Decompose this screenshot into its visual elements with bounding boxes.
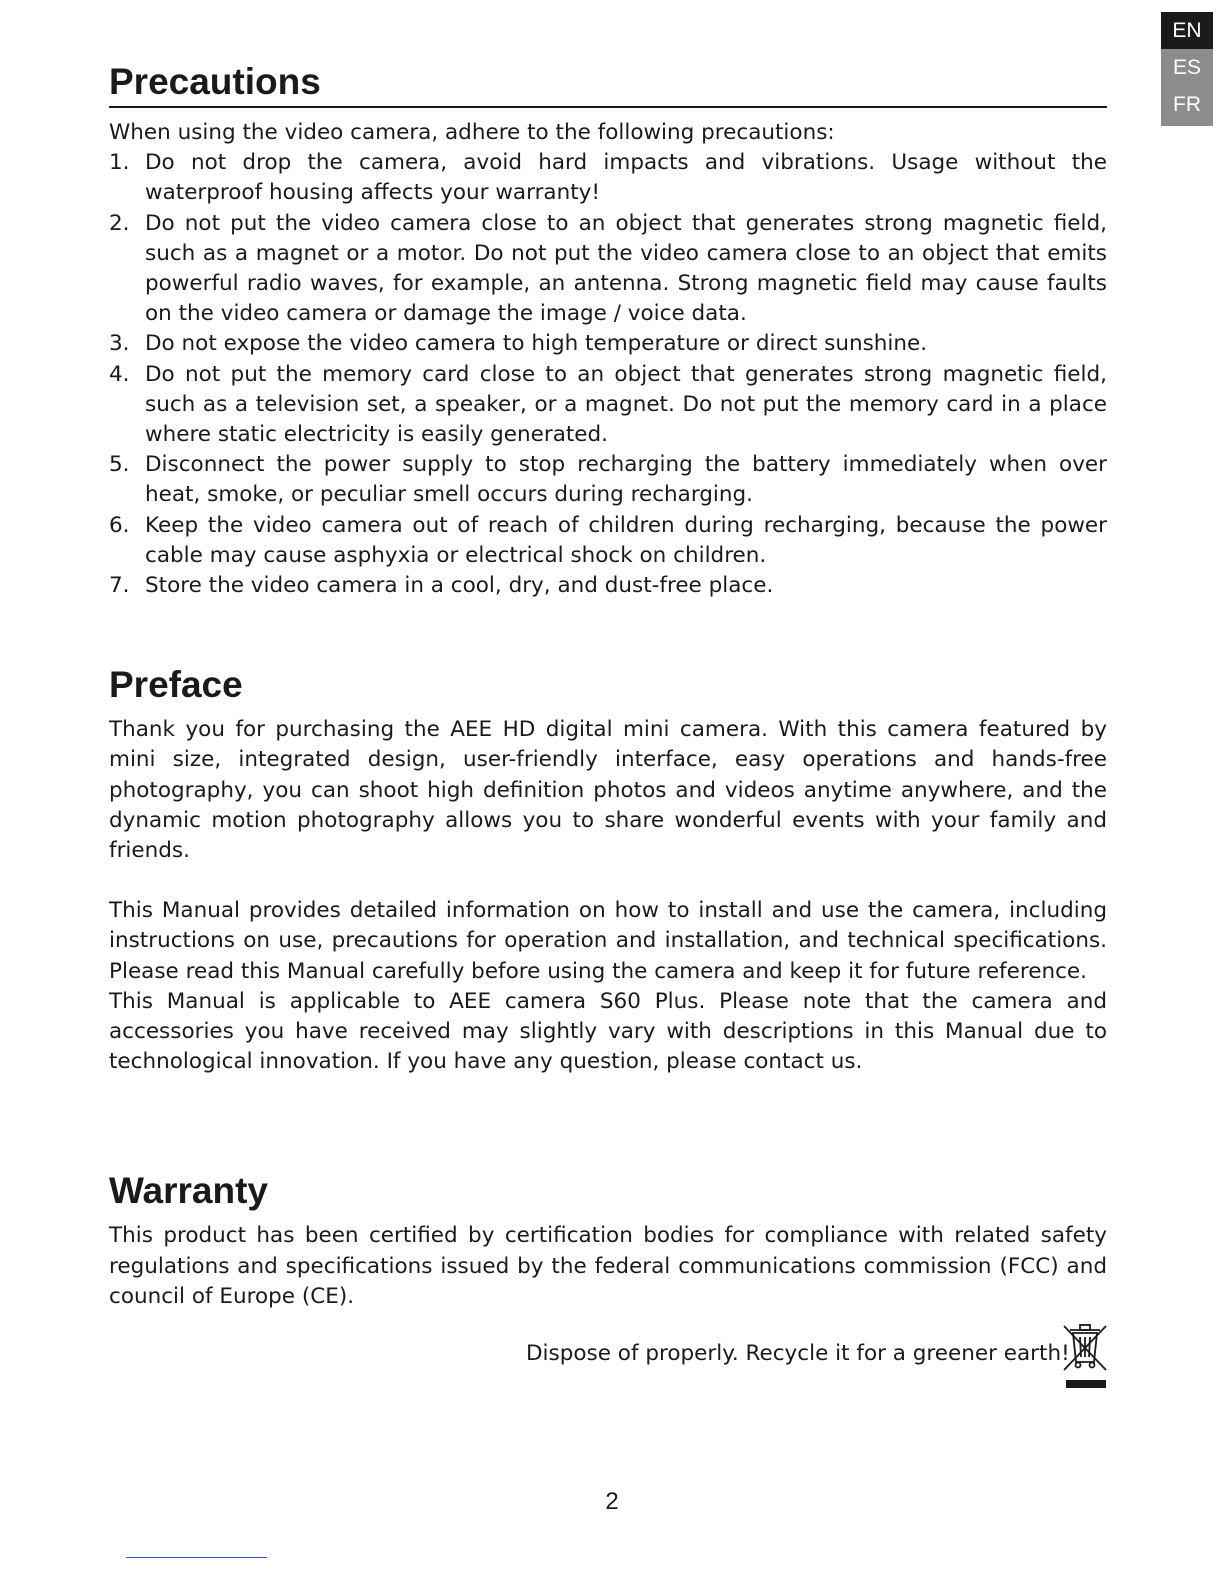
weee-recycle-bin-icon xyxy=(1062,1322,1108,1390)
page-number: 2 xyxy=(605,1488,619,1515)
precaution-item xyxy=(109,450,1107,510)
precaution-number: 6. xyxy=(109,512,130,538)
preface-section xyxy=(109,661,1107,1077)
precaution-item xyxy=(109,329,1107,359)
precaution-item xyxy=(109,571,1107,601)
preface-paragraph-2: This Manual provides detailed information on how to install and use the camera, including instructions on use, precautions for operation and installation, and technical specifications. Please read this Manual carefully before using the camera and keep it for future reference. xyxy=(109,898,1107,984)
precaution-text: Store the video camera in a cool, dry, and dust-free place. xyxy=(145,573,774,599)
footer-rule xyxy=(126,1557,267,1558)
precaution-number: 1. xyxy=(109,150,130,176)
precaution-item xyxy=(109,511,1107,571)
preface-paragraph-3: This Manual is applicable to AEE camera S60 Plus. Please note that the camera and accessories you have received may slightly vary with descriptions in this Manual due to technological innovation. If you have any question, please contact us. xyxy=(109,988,1107,1075)
precaution-number: 5. xyxy=(109,452,130,478)
language-tab-fr[interactable]: FR xyxy=(1161,86,1213,126)
warranty-section xyxy=(109,1167,1107,1312)
warranty-paragraph: This product has been certified by certification bodies for compliance with related safety regulations and specifications issued by the federal communications commission (FCC) and council of Europe (CE). xyxy=(109,1223,1107,1309)
precaution-text: Do not put the video camera close to an object that generates strong magnetic field, such as a magnet or a motor. Do not put the video camera close to an object that emits powerful radio waves, for example, an antenna. Strong magnetic field may cause faults on the video camera or damage the image / voice data. xyxy=(145,210,1107,327)
language-tabs xyxy=(1161,12,1213,126)
precaution-number: 4. xyxy=(109,361,130,387)
precautions-heading: Precautions xyxy=(109,58,1107,108)
precaution-number: 3. xyxy=(109,331,130,357)
language-tab-en[interactable]: EN xyxy=(1161,12,1213,49)
preface-heading: Preface xyxy=(109,664,243,706)
precaution-text: Do not drop the camera, avoid hard impacts and vibrations. Usage without the waterproof housing affects your warranty! xyxy=(145,150,1107,206)
language-tab-es[interactable]: ES xyxy=(1161,49,1213,86)
precaution-number: 7. xyxy=(109,573,130,599)
precaution-text: Do not put the memory card close to an object that generates strong magnetic field, such as a television set, a speaker, or a magnet. Do not put the memory card in a place where static electricity is easily generated. xyxy=(145,361,1107,448)
precaution-text: Keep the video camera out of reach of children during recharging, because the power cable may cause asphyxia or electrical shock on children. xyxy=(145,512,1107,568)
preface-paragraph-1: Thank you for purchasing the AEE HD digital mini camera. With this camera featured by mini size, integrated design, user-friendly interface, easy operations and hands-free photography, you can shoot high definition photos and videos anytime anywhere, and the dynamic motion photography allows you to share wonderful events with your family and friends. xyxy=(109,717,1107,864)
precaution-item xyxy=(109,360,1107,451)
precaution-item xyxy=(109,209,1107,330)
precaution-text: Do not expose the video camera to high temperature or direct sunshine. xyxy=(145,331,928,357)
page-content xyxy=(109,58,1107,1312)
warranty-heading: Warranty xyxy=(109,1170,269,1212)
precaution-text: Disconnect the power supply to stop recharging the battery immediately when over heat, smoke, or peculiar smell occurs during recharging. xyxy=(145,452,1107,508)
precautions-intro: When using the video camera, adhere to the following precautions: xyxy=(109,120,835,145)
precautions-list xyxy=(109,148,1107,601)
precautions-section xyxy=(109,58,1107,601)
precaution-number: 2. xyxy=(109,210,130,236)
dispose-note: Dispose of properly. Recycle it for a greener earth! xyxy=(526,1341,1070,1366)
precaution-item xyxy=(109,148,1107,208)
